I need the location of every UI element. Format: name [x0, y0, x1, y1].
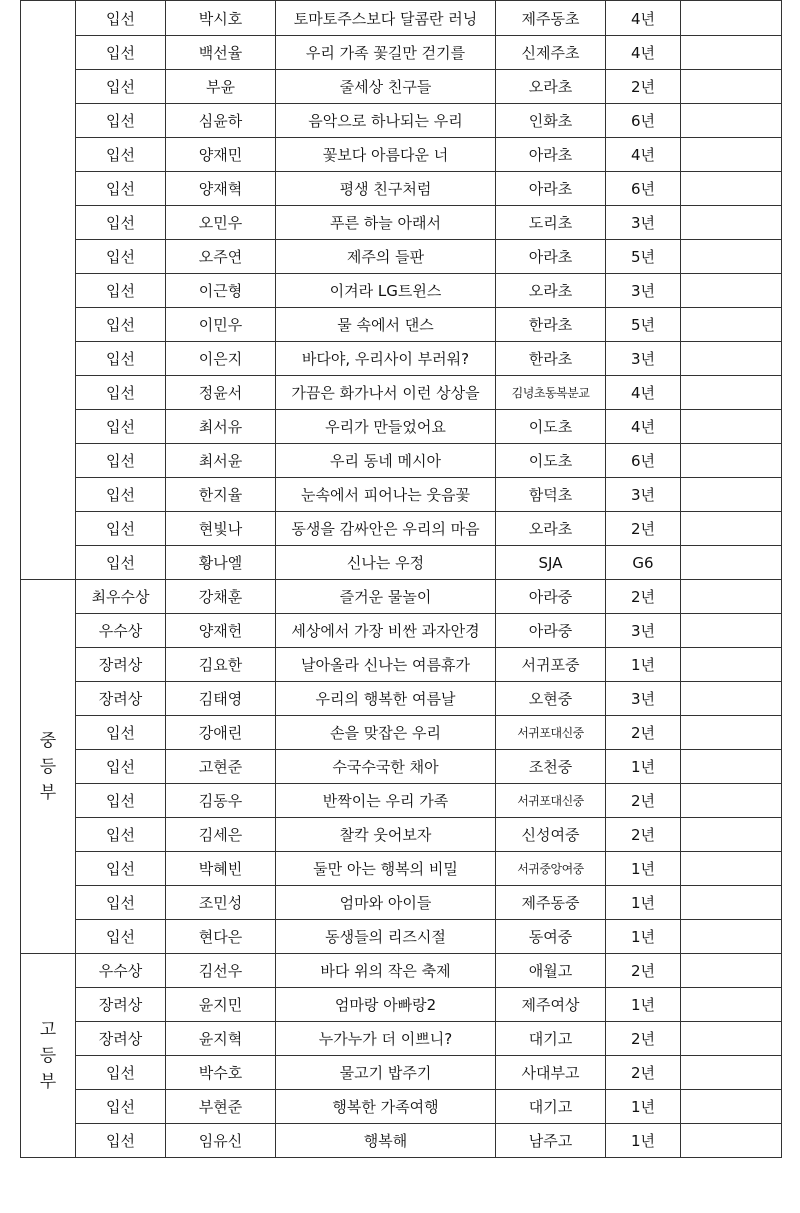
note-cell — [681, 784, 782, 818]
division-label — [21, 954, 76, 1158]
school-cell: 신성여중 — [496, 818, 606, 852]
table-row — [21, 308, 782, 342]
note-cell — [681, 546, 782, 580]
school-cell: 남주고 — [496, 1124, 606, 1158]
title-cell: 물고기 밥주기 — [276, 1056, 496, 1090]
division-label-char: 부 — [39, 1071, 57, 1092]
grade-cell: 2년 — [606, 954, 681, 988]
grade-cell: 1년 — [606, 750, 681, 784]
grade-cell: 2년 — [606, 1022, 681, 1056]
grade-cell: 6년 — [606, 444, 681, 478]
table-row — [21, 988, 782, 1022]
name-cell: 윤지혁 — [166, 1022, 276, 1056]
name-cell: 최서유 — [166, 410, 276, 444]
award-cell: 입선 — [76, 1056, 166, 1090]
award-cell: 장려상 — [76, 682, 166, 716]
title-cell: 행복한 가족여행 — [276, 1090, 496, 1124]
title-cell: 엄마랑 아빠랑2 — [276, 988, 496, 1022]
table-row — [21, 852, 782, 886]
award-cell: 입선 — [76, 920, 166, 954]
title-cell: 수국수국한 채아 — [276, 750, 496, 784]
school-cell: 서귀포대신중 — [496, 784, 606, 818]
grade-cell: 4년 — [606, 410, 681, 444]
grade-cell: 1년 — [606, 988, 681, 1022]
grade-cell: 2년 — [606, 512, 681, 546]
name-cell: 강애린 — [166, 716, 276, 750]
name-cell: 양재민 — [166, 138, 276, 172]
table-row — [21, 1022, 782, 1056]
award-cell: 입선 — [76, 104, 166, 138]
award-cell: 입선 — [76, 410, 166, 444]
table-row — [21, 750, 782, 784]
grade-cell: 1년 — [606, 1124, 681, 1158]
award-cell: 입선 — [76, 342, 166, 376]
award-cell: 입선 — [76, 376, 166, 410]
name-cell: 김태영 — [166, 682, 276, 716]
note-cell — [681, 444, 782, 478]
grade-cell: 4년 — [606, 36, 681, 70]
school-cell: 제주여상 — [496, 988, 606, 1022]
division-label-char: 고 — [39, 1019, 57, 1040]
award-cell: 입선 — [76, 852, 166, 886]
school-cell: 애월고 — [496, 954, 606, 988]
note-cell — [681, 1124, 782, 1158]
table-row — [21, 920, 782, 954]
award-cell: 입선 — [76, 546, 166, 580]
grade-cell: 5년 — [606, 308, 681, 342]
note-cell — [681, 648, 782, 682]
table-row — [21, 138, 782, 172]
note-cell — [681, 410, 782, 444]
grade-cell: 5년 — [606, 240, 681, 274]
name-cell: 박시호 — [166, 1, 276, 36]
title-cell: 동생들의 리즈시절 — [276, 920, 496, 954]
table-row — [21, 70, 782, 104]
school-cell: 서귀포대신중 — [496, 716, 606, 750]
name-cell: 강채훈 — [166, 580, 276, 614]
table-row — [21, 614, 782, 648]
note-cell — [681, 954, 782, 988]
name-cell: 조민성 — [166, 886, 276, 920]
school-cell: SJA — [496, 546, 606, 580]
table-row — [21, 682, 782, 716]
award-cell: 입선 — [76, 750, 166, 784]
name-cell: 오주연 — [166, 240, 276, 274]
award-cell: 입선 — [76, 886, 166, 920]
school-cell: 사대부고 — [496, 1056, 606, 1090]
school-cell: 오라초 — [496, 70, 606, 104]
grade-cell: 1년 — [606, 852, 681, 886]
table-row — [21, 274, 782, 308]
grade-cell: 3년 — [606, 682, 681, 716]
division-label-char: 등 — [39, 1045, 57, 1066]
table-row — [21, 206, 782, 240]
table-row — [21, 478, 782, 512]
name-cell: 박혜빈 — [166, 852, 276, 886]
table-row — [21, 342, 782, 376]
school-cell: 아라초 — [496, 172, 606, 206]
grade-cell: 4년 — [606, 138, 681, 172]
grade-cell: 2년 — [606, 1056, 681, 1090]
title-cell: 평생 친구처럼 — [276, 172, 496, 206]
award-cell: 입선 — [76, 818, 166, 852]
title-cell: 푸른 하늘 아래서 — [276, 206, 496, 240]
note-cell — [681, 988, 782, 1022]
award-cell: 입선 — [76, 274, 166, 308]
division-label-char: 등 — [39, 756, 57, 777]
school-cell: 인화초 — [496, 104, 606, 138]
school-cell: 아라초 — [496, 240, 606, 274]
name-cell: 임유신 — [166, 1124, 276, 1158]
table-row — [21, 410, 782, 444]
name-cell: 한지율 — [166, 478, 276, 512]
title-cell: 엄마와 아이들 — [276, 886, 496, 920]
school-cell: 제주동중 — [496, 886, 606, 920]
school-cell: 동여중 — [496, 920, 606, 954]
name-cell: 부현준 — [166, 1090, 276, 1124]
school-cell: 서귀중앙여중 — [496, 852, 606, 886]
school-cell: 한라초 — [496, 308, 606, 342]
award-cell: 우수상 — [76, 614, 166, 648]
name-cell: 윤지민 — [166, 988, 276, 1022]
title-cell: 꽃보다 아름다운 너 — [276, 138, 496, 172]
title-cell: 우리 가족 꽃길만 걷기를 — [276, 36, 496, 70]
awards-table-body — [21, 1, 782, 1158]
title-cell: 누가누가 더 이쁘니? — [276, 1022, 496, 1056]
note-cell — [681, 682, 782, 716]
table-row — [21, 1, 782, 36]
division-label — [21, 1, 76, 580]
school-cell: 오라초 — [496, 274, 606, 308]
title-cell: 가끔은 화가나서 이런 상상을 — [276, 376, 496, 410]
title-cell: 날아올라 신나는 여름휴가 — [276, 648, 496, 682]
title-cell: 손을 맞잡은 우리 — [276, 716, 496, 750]
award-cell: 장려상 — [76, 648, 166, 682]
school-cell: 오라초 — [496, 512, 606, 546]
table-row — [21, 818, 782, 852]
name-cell: 부윤 — [166, 70, 276, 104]
school-cell: 오현중 — [496, 682, 606, 716]
name-cell: 이은지 — [166, 342, 276, 376]
grade-cell: 1년 — [606, 920, 681, 954]
note-cell — [681, 818, 782, 852]
title-cell: 둘만 아는 행복의 비밀 — [276, 852, 496, 886]
table-row — [21, 886, 782, 920]
name-cell: 박수호 — [166, 1056, 276, 1090]
name-cell: 김동우 — [166, 784, 276, 818]
note-cell — [681, 920, 782, 954]
grade-cell: 3년 — [606, 206, 681, 240]
name-cell: 김세은 — [166, 818, 276, 852]
grade-cell: 1년 — [606, 1090, 681, 1124]
table-row — [21, 376, 782, 410]
name-cell: 최서윤 — [166, 444, 276, 478]
note-cell — [681, 376, 782, 410]
school-cell: 아라중 — [496, 580, 606, 614]
table-row — [21, 716, 782, 750]
school-cell: 제주동초 — [496, 1, 606, 36]
award-cell: 입선 — [76, 1124, 166, 1158]
award-cell: 입선 — [76, 138, 166, 172]
school-cell: 김녕초동복분교 — [496, 376, 606, 410]
title-cell: 이겨라 LG트윈스 — [276, 274, 496, 308]
division-label — [21, 580, 76, 954]
note-cell — [681, 70, 782, 104]
title-cell: 신나는 우정 — [276, 546, 496, 580]
grade-cell: 2년 — [606, 784, 681, 818]
name-cell: 김선우 — [166, 954, 276, 988]
title-cell: 눈속에서 피어나는 웃음꽃 — [276, 478, 496, 512]
award-cell: 입선 — [76, 512, 166, 546]
award-cell: 입선 — [76, 784, 166, 818]
school-cell: 아라중 — [496, 614, 606, 648]
grade-cell: 2년 — [606, 716, 681, 750]
note-cell — [681, 852, 782, 886]
name-cell: 이근형 — [166, 274, 276, 308]
school-cell: 도리초 — [496, 206, 606, 240]
name-cell: 정윤서 — [166, 376, 276, 410]
table-row — [21, 104, 782, 138]
name-cell: 오민우 — [166, 206, 276, 240]
school-cell: 함덕초 — [496, 478, 606, 512]
grade-cell: 4년 — [606, 376, 681, 410]
note-cell — [681, 512, 782, 546]
title-cell: 우리가 만들었어요 — [276, 410, 496, 444]
school-cell: 아라초 — [496, 138, 606, 172]
school-cell: 대기고 — [496, 1022, 606, 1056]
title-cell: 세상에서 가장 비싼 과자안경 — [276, 614, 496, 648]
name-cell: 황나엘 — [166, 546, 276, 580]
note-cell — [681, 580, 782, 614]
name-cell: 이민우 — [166, 308, 276, 342]
name-cell: 고현준 — [166, 750, 276, 784]
title-cell: 바다야, 우리사이 부러워? — [276, 342, 496, 376]
name-cell: 김요한 — [166, 648, 276, 682]
division-label-char: 중 — [39, 730, 57, 751]
note-cell — [681, 1022, 782, 1056]
awards-table — [20, 0, 782, 1158]
grade-cell: 2년 — [606, 818, 681, 852]
award-cell: 입선 — [76, 716, 166, 750]
grade-cell: G6 — [606, 546, 681, 580]
note-cell — [681, 104, 782, 138]
award-cell: 입선 — [76, 70, 166, 104]
table-row — [21, 240, 782, 274]
award-cell: 우수상 — [76, 954, 166, 988]
note-cell — [681, 240, 782, 274]
award-cell: 입선 — [76, 1090, 166, 1124]
note-cell — [681, 342, 782, 376]
school-cell: 서귀포중 — [496, 648, 606, 682]
title-cell: 찰칵 웃어보자 — [276, 818, 496, 852]
grade-cell: 3년 — [606, 478, 681, 512]
table-row — [21, 36, 782, 70]
title-cell: 토마토주스보다 달콤란 러닝 — [276, 1, 496, 36]
grade-cell: 3년 — [606, 274, 681, 308]
table-row — [21, 512, 782, 546]
table-row — [21, 648, 782, 682]
school-cell: 대기고 — [496, 1090, 606, 1124]
title-cell: 즐거운 물놀이 — [276, 580, 496, 614]
title-cell: 우리 동네 메시아 — [276, 444, 496, 478]
name-cell: 현다은 — [166, 920, 276, 954]
school-cell: 이도초 — [496, 410, 606, 444]
note-cell — [681, 274, 782, 308]
title-cell: 줄세상 친구들 — [276, 70, 496, 104]
title-cell: 행복해 — [276, 1124, 496, 1158]
name-cell: 심윤하 — [166, 104, 276, 138]
note-cell — [681, 1090, 782, 1124]
name-cell: 현빛나 — [166, 512, 276, 546]
note-cell — [681, 750, 782, 784]
grade-cell: 3년 — [606, 614, 681, 648]
note-cell — [681, 1, 782, 36]
title-cell: 우리의 행복한 여름날 — [276, 682, 496, 716]
table-row — [21, 444, 782, 478]
title-cell: 반짝이는 우리 가족 — [276, 784, 496, 818]
award-cell: 입선 — [76, 308, 166, 342]
name-cell: 양재헌 — [166, 614, 276, 648]
award-cell: 장려상 — [76, 1022, 166, 1056]
note-cell — [681, 886, 782, 920]
table-row — [21, 1056, 782, 1090]
award-cell: 입선 — [76, 478, 166, 512]
award-cell: 입선 — [76, 172, 166, 206]
title-cell: 제주의 들판 — [276, 240, 496, 274]
grade-cell: 3년 — [606, 342, 681, 376]
grade-cell: 1년 — [606, 648, 681, 682]
table-row — [21, 1090, 782, 1124]
table-row — [21, 954, 782, 988]
note-cell — [681, 716, 782, 750]
grade-cell: 2년 — [606, 70, 681, 104]
award-cell: 입선 — [76, 1, 166, 36]
award-cell: 장려상 — [76, 988, 166, 1022]
grade-cell: 4년 — [606, 1, 681, 36]
title-cell: 음악으로 하나되는 우리 — [276, 104, 496, 138]
title-cell: 바다 위의 작은 축제 — [276, 954, 496, 988]
award-cell: 입선 — [76, 36, 166, 70]
grade-cell: 2년 — [606, 580, 681, 614]
table-row — [21, 580, 782, 614]
name-cell: 백선율 — [166, 36, 276, 70]
award-cell: 입선 — [76, 444, 166, 478]
note-cell — [681, 36, 782, 70]
award-cell: 입선 — [76, 240, 166, 274]
school-cell: 이도초 — [496, 444, 606, 478]
note-cell — [681, 308, 782, 342]
school-cell: 신제주초 — [496, 36, 606, 70]
title-cell: 동생을 감싸안은 우리의 마음 — [276, 512, 496, 546]
grade-cell: 6년 — [606, 172, 681, 206]
note-cell — [681, 172, 782, 206]
note-cell — [681, 614, 782, 648]
award-cell: 입선 — [76, 206, 166, 240]
table-row — [21, 546, 782, 580]
grade-cell: 1년 — [606, 886, 681, 920]
note-cell — [681, 1056, 782, 1090]
school-cell: 조천중 — [496, 750, 606, 784]
note-cell — [681, 138, 782, 172]
award-cell: 최우수상 — [76, 580, 166, 614]
table-row — [21, 172, 782, 206]
grade-cell: 6년 — [606, 104, 681, 138]
title-cell: 물 속에서 댄스 — [276, 308, 496, 342]
name-cell: 양재혁 — [166, 172, 276, 206]
note-cell — [681, 206, 782, 240]
table-row — [21, 1124, 782, 1158]
division-label-char: 부 — [39, 782, 57, 803]
note-cell — [681, 478, 782, 512]
school-cell: 한라초 — [496, 342, 606, 376]
table-row — [21, 784, 782, 818]
